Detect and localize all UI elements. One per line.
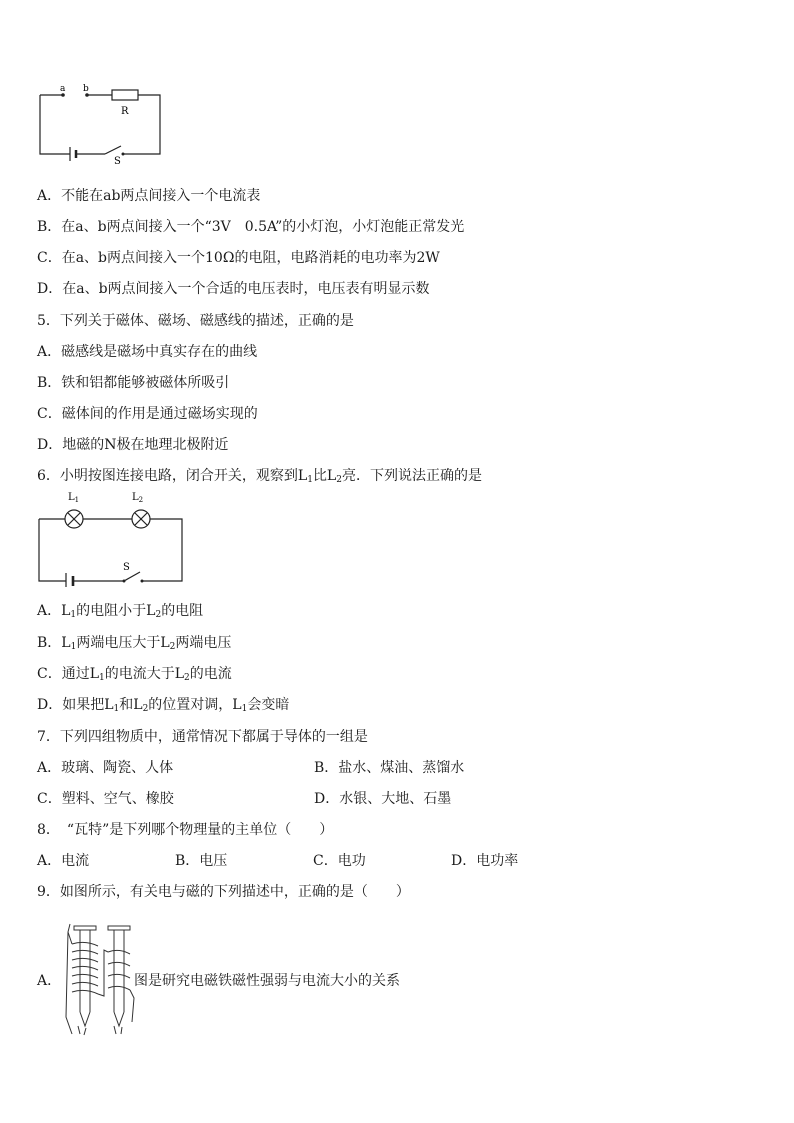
q7-option-c[interactable]: C．塑料、空气、橡胶 xyxy=(37,791,174,807)
q9-option-a-text[interactable]: 图是研究电磁铁磁性强弱与电流大小的关系 xyxy=(134,973,400,989)
switch-label: S xyxy=(123,562,130,573)
q6-option-b[interactable]: B．$L_1$两端电压大于$L_2$两端电压 xyxy=(37,635,232,652)
resistor-label: R xyxy=(121,106,129,117)
q6-option-d[interactable]: D．如果把$L_1$和$L_2$的位置对调，$L_1$会变暗 xyxy=(37,697,290,714)
q6-stem: 6．小明按图连接电路，闭合开关，观察到$L_1$比$L_2$亮．下列说法正确的是 xyxy=(37,468,482,485)
q5-option-a[interactable]: A．磁感线是磁场中真实存在的曲线 xyxy=(37,344,258,360)
q4-option-d[interactable]: D．在a、b两点间接入一个合适的电压表时，电压表有明显示数 xyxy=(37,281,430,297)
q6-option-c[interactable]: C．通过$L_1$的电流大于$L_2$的电流 xyxy=(37,666,232,683)
lamp-l1-label: $L_1$ xyxy=(68,492,80,504)
q7-option-a[interactable]: A．玻璃、陶瓷、人体 xyxy=(37,760,174,776)
terminal-b-label: b xyxy=(83,84,89,94)
terminal-a-label: a xyxy=(60,84,66,94)
q4-circuit-diagram xyxy=(30,82,170,172)
q7-option-d[interactable]: D．水银、大地、石墨 xyxy=(314,791,452,807)
q8-option-d[interactable]: D．电功率 xyxy=(451,853,519,869)
switch-label: S xyxy=(114,156,121,167)
q8-option-c[interactable]: C．电功 xyxy=(313,853,366,869)
q9-stem: 9．如图所示，有关电与磁的下列描述中，正确的是（ ） xyxy=(37,884,410,900)
q5-stem: 5．下列关于磁体、磁场、磁感线的描述，正确的是 xyxy=(37,313,354,329)
q7-stem: 7．下列四组物质中，通常情况下都属于导体的一组是 xyxy=(37,729,368,745)
q6-circuit-diagram xyxy=(30,487,190,587)
q5-option-b[interactable]: B．铁和铝都能够被磁体所吸引 xyxy=(37,375,230,391)
q5-option-d[interactable]: D．地磁的N极在地理北极附近 xyxy=(37,437,229,453)
q9-option-a-label[interactable]: A． xyxy=(37,973,62,989)
q5-option-c[interactable]: C．磁体间的作用是通过磁场实现的 xyxy=(37,406,258,422)
q6-option-a[interactable]: A．$L_1$的电阻小于$L_2$的电阻 xyxy=(37,603,204,620)
q8-stem: 8． “瓦特”是下列哪个物理量的主单位（ ） xyxy=(37,822,334,838)
q7-option-b[interactable]: B．盐水、煤油、蒸馏水 xyxy=(314,760,465,776)
q8-option-a[interactable]: A．电流 xyxy=(37,853,90,869)
q9-electromagnet-figure xyxy=(64,922,142,1042)
q4-option-b[interactable]: B．在a、b两点间接入一个“3V 0.5A”的小灯泡，小灯泡能正常发光 xyxy=(37,219,465,235)
q4-option-a[interactable]: A．不能在ab两点间接入一个电流表 xyxy=(37,188,261,204)
q4-option-c[interactable]: C．在a、b两点间接入一个10Ω的电阻，电路消耗的电功率为2W xyxy=(37,250,440,266)
q8-option-b[interactable]: B．电压 xyxy=(175,853,228,869)
lamp-l2-label: $L_2$ xyxy=(132,492,144,504)
